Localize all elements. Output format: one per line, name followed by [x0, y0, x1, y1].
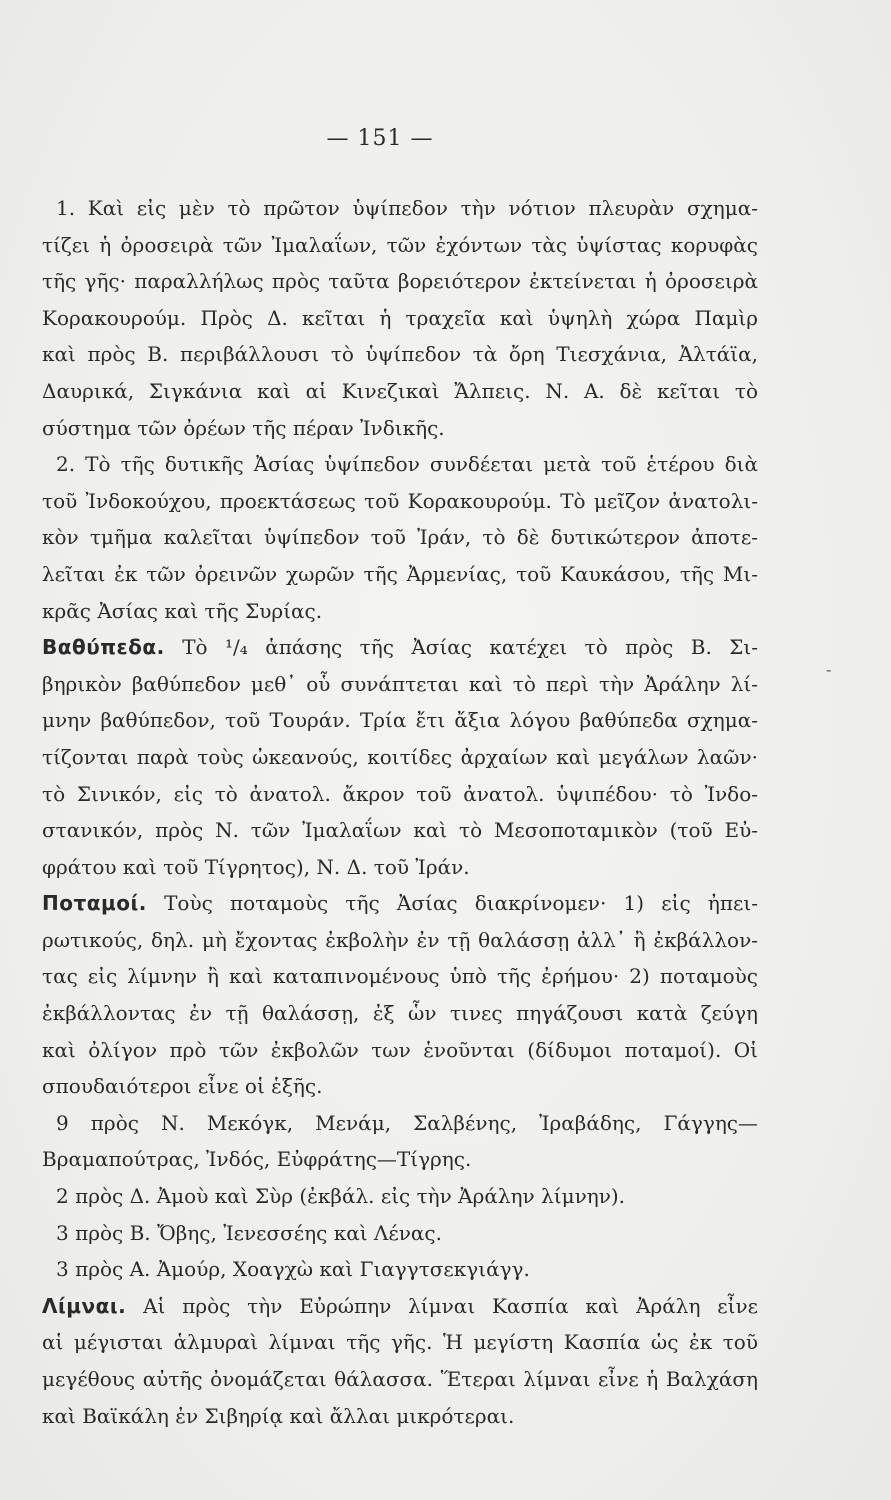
text-line	[42, 556, 758, 593]
text-line	[42, 300, 758, 337]
line-text: Τὸ ¹/₄ ἁπάσης τῆς Ἀσίας κατέχει τὸ πρὸς Β. Σι-	[164, 635, 758, 660]
line-text: 1. Καὶ εἰς μὲν τὸ πρῶτον ὑψίπεδον τὴν νότιον πλευρὰν σχημα-	[56, 196, 758, 220]
line-text: Βραμαπούτρας, Ἰνδός, Εὐφράτης—Τίγρης.	[42, 1147, 472, 1172]
text-line	[42, 336, 758, 373]
text-line	[42, 958, 758, 995]
text-line	[42, 849, 758, 886]
line-text: Τοὺς ποταμοὺς τῆς Ἀσίας διακρίνομεν· 1) εἰς ἠπει-	[146, 891, 758, 916]
line-text: λεῖται ἐκ τῶν ὀρεινῶν χωρῶν τῆς Ἀρμενίας, τοῦ Καυκάσου, τῆς Μι-	[42, 561, 758, 586]
line-text: τας εἰς λίμνην ἢ καὶ καταπινομένους ὑπὸ τῆς ἐρήμου· 2) ποταμοὺς	[42, 964, 758, 989]
text-line	[42, 812, 758, 849]
text-line	[42, 1251, 758, 1288]
text-line	[42, 885, 758, 922]
text-line	[42, 373, 758, 410]
line-text: φράτου καὶ τοῦ Τίγρητος), Ν. Δ. τοῦ Ἰράν.	[42, 854, 470, 879]
text-line	[42, 593, 758, 630]
text-line	[42, 1361, 758, 1398]
text-line	[42, 410, 758, 447]
line-text: τῆς γῆς· παραλλήλως πρὸς ταῦτα βορειότερον ἐκτείνεται ἡ ὀροσειρὰ	[42, 269, 758, 294]
line-text: σπουδαιότεροι εἶνε οἱ ἑξῆς.	[42, 1074, 323, 1099]
page-number: — 151 —	[326, 126, 434, 151]
text-line	[42, 1105, 758, 1142]
line-text: 2 πρὸς Δ. Ἀμοὺ καὶ Σὺρ (ἐκβάλ. εἰς τὴν Ἀράλην λίμνην).	[56, 1184, 626, 1209]
line-text: κὸν τμῆμα καλεῖται ὑψίπεδον τοῦ Ἰράν, τὸ δὲ δυτικώτερον ἀποτε-	[42, 525, 758, 550]
line-text: ρωτικούς, δηλ. μὴ ἔχοντας ἐκβολὴν ἐν τῇ θαλάσσῃ ἀλλ᾽ ἢ ἐκβάλλον-	[42, 927, 758, 952]
section-heading: Ποταμοί.	[42, 891, 147, 916]
line-text: τὸ Σινικόν, εἰς τὸ ἀνατολ. ἄκρον τοῦ ἀνατολ. ὑψιπέδου· τὸ Ἰνδο-	[42, 781, 758, 806]
text-line	[42, 227, 758, 264]
line-text: σύστημα τῶν ὀρέων τῆς πέραν Ἰνδικῆς.	[42, 415, 445, 440]
text-line	[42, 1178, 758, 1215]
text-line	[42, 666, 758, 703]
line-text: μνην βαθύπεδον, τοῦ Τουράν. Τρία ἔτι ἄξια λόγου βαθύπεδα σχημα-	[42, 708, 758, 733]
body-text	[42, 190, 758, 1434]
line-text: κρᾶς Ἀσίας καὶ τῆς Συρίας.	[42, 598, 323, 623]
text-line	[42, 446, 758, 483]
text-line	[42, 483, 758, 520]
text-line	[42, 995, 758, 1032]
text-line	[42, 1068, 758, 1105]
text-line	[42, 1324, 758, 1361]
line-text: αἱ μέγισται ἁλμυραὶ λίμναι τῆς γῆς. Ἡ μεγίστη Κασπία ὡς ἐκ τοῦ	[42, 1330, 758, 1355]
line-text: καὶ πρὸς Β. περιβάλλουσι τὸ ὑψίπεδον τὰ ὄρη Τιεσχάνια, Ἀλτάϊα,	[42, 342, 758, 367]
text-line	[42, 190, 758, 227]
line-text: 2. Τὸ τῆς δυτικῆς Ἀσίας ὑψίπεδον συνδέεται μετὰ τοῦ ἑτέρου διὰ	[56, 452, 758, 477]
text-line	[42, 1398, 758, 1435]
text-line	[42, 629, 758, 666]
section-heading: Λίμναι.	[42, 1293, 127, 1318]
line-text: 3 πρὸς Β. Ὄβης, Ἰενεσσέης καὶ Λένας.	[56, 1220, 442, 1245]
text-line	[42, 519, 758, 556]
line-text: τοῦ Ἰνδοκούχου, προεκτάσεως τοῦ Κορακουρούμ. Τὸ μεῖζον ἀνατολι-	[42, 488, 758, 513]
line-text: μεγέθους αὐτῆς ὀνομάζεται θάλασσα. Ἕτεραι λίμναι εἶνε ἡ Βαλχάση	[42, 1367, 758, 1391]
text-line	[42, 1032, 758, 1069]
text-line	[42, 1288, 758, 1325]
text-line	[42, 922, 758, 959]
text-line	[42, 739, 758, 776]
line-text: καὶ Βαϊκάλη ἐν Σιβηρίᾳ καὶ ἄλλαι μικρότεραι.	[42, 1403, 515, 1428]
text-line	[42, 263, 758, 300]
line-text: 3 πρὸς Α. Ἀμούρ, Χοαγχὼ καὶ Γιαγγτσεκγιάγγ.	[56, 1257, 530, 1282]
margin-mark: -	[826, 660, 832, 679]
line-text: βηρικὸν βαθύπεδον μεθ᾽ οὗ συνάπτεται καὶ τὸ περὶ τὴν Ἀράλην λί-	[42, 671, 758, 696]
section-heading: Βαθύπεδα.	[42, 635, 165, 660]
line-text: ἐκβάλλοντας ἐν τῇ θαλάσσῃ, ἐξ ὧν τινες πηγάζουσι κατὰ ζεύγη	[42, 1001, 758, 1026]
line-text: τίζονται παρὰ τοὺς ὠκεανούς, κοιτίδες ἀρχαίων καὶ μεγάλων λαῶν·	[42, 744, 758, 769]
text-line	[42, 1215, 758, 1252]
line-text: τίζει ἡ ὀροσειρὰ τῶν Ἰμαλαΐων, τῶν ἐχόντων τὰς ὑψίστας κορυφὰς	[42, 232, 758, 257]
line-text: στανικόν, πρὸς Ν. τῶν Ἰμαλαΐων καὶ τὸ Μεσοποταμικὸν (τοῦ Εὐ-	[42, 818, 758, 843]
line-text: Κορακουρούμ. Πρὸς Δ. κεῖται ἡ τραχεῖα καὶ ὑψηλὴ χώρα Παμὶρ	[42, 305, 758, 330]
line-text: Αἱ πρὸς τὴν Εὐρώπην λίμναι Κασπία καὶ Ἀράλη εἶνε	[126, 1293, 758, 1318]
text-line	[42, 776, 758, 813]
text-line	[42, 702, 758, 739]
line-text: Δαυρικά, Σιγκάνια καὶ αἱ Κινεζικαὶ Ἄλπεις. Ν. Α. δὲ κεῖται τὸ	[42, 378, 758, 403]
text-line	[42, 1141, 758, 1178]
line-text: καὶ ὀλίγον πρὸ τῶν ἐκβολῶν των ἑνοῦνται (δίδυμοι ποταμοί). Οἱ	[42, 1037, 758, 1062]
line-text: 9 πρὸς Ν. Μεκόγκ, Μενάμ, Σαλβένης, Ἰραβάδης, Γάγγης—	[56, 1110, 758, 1135]
